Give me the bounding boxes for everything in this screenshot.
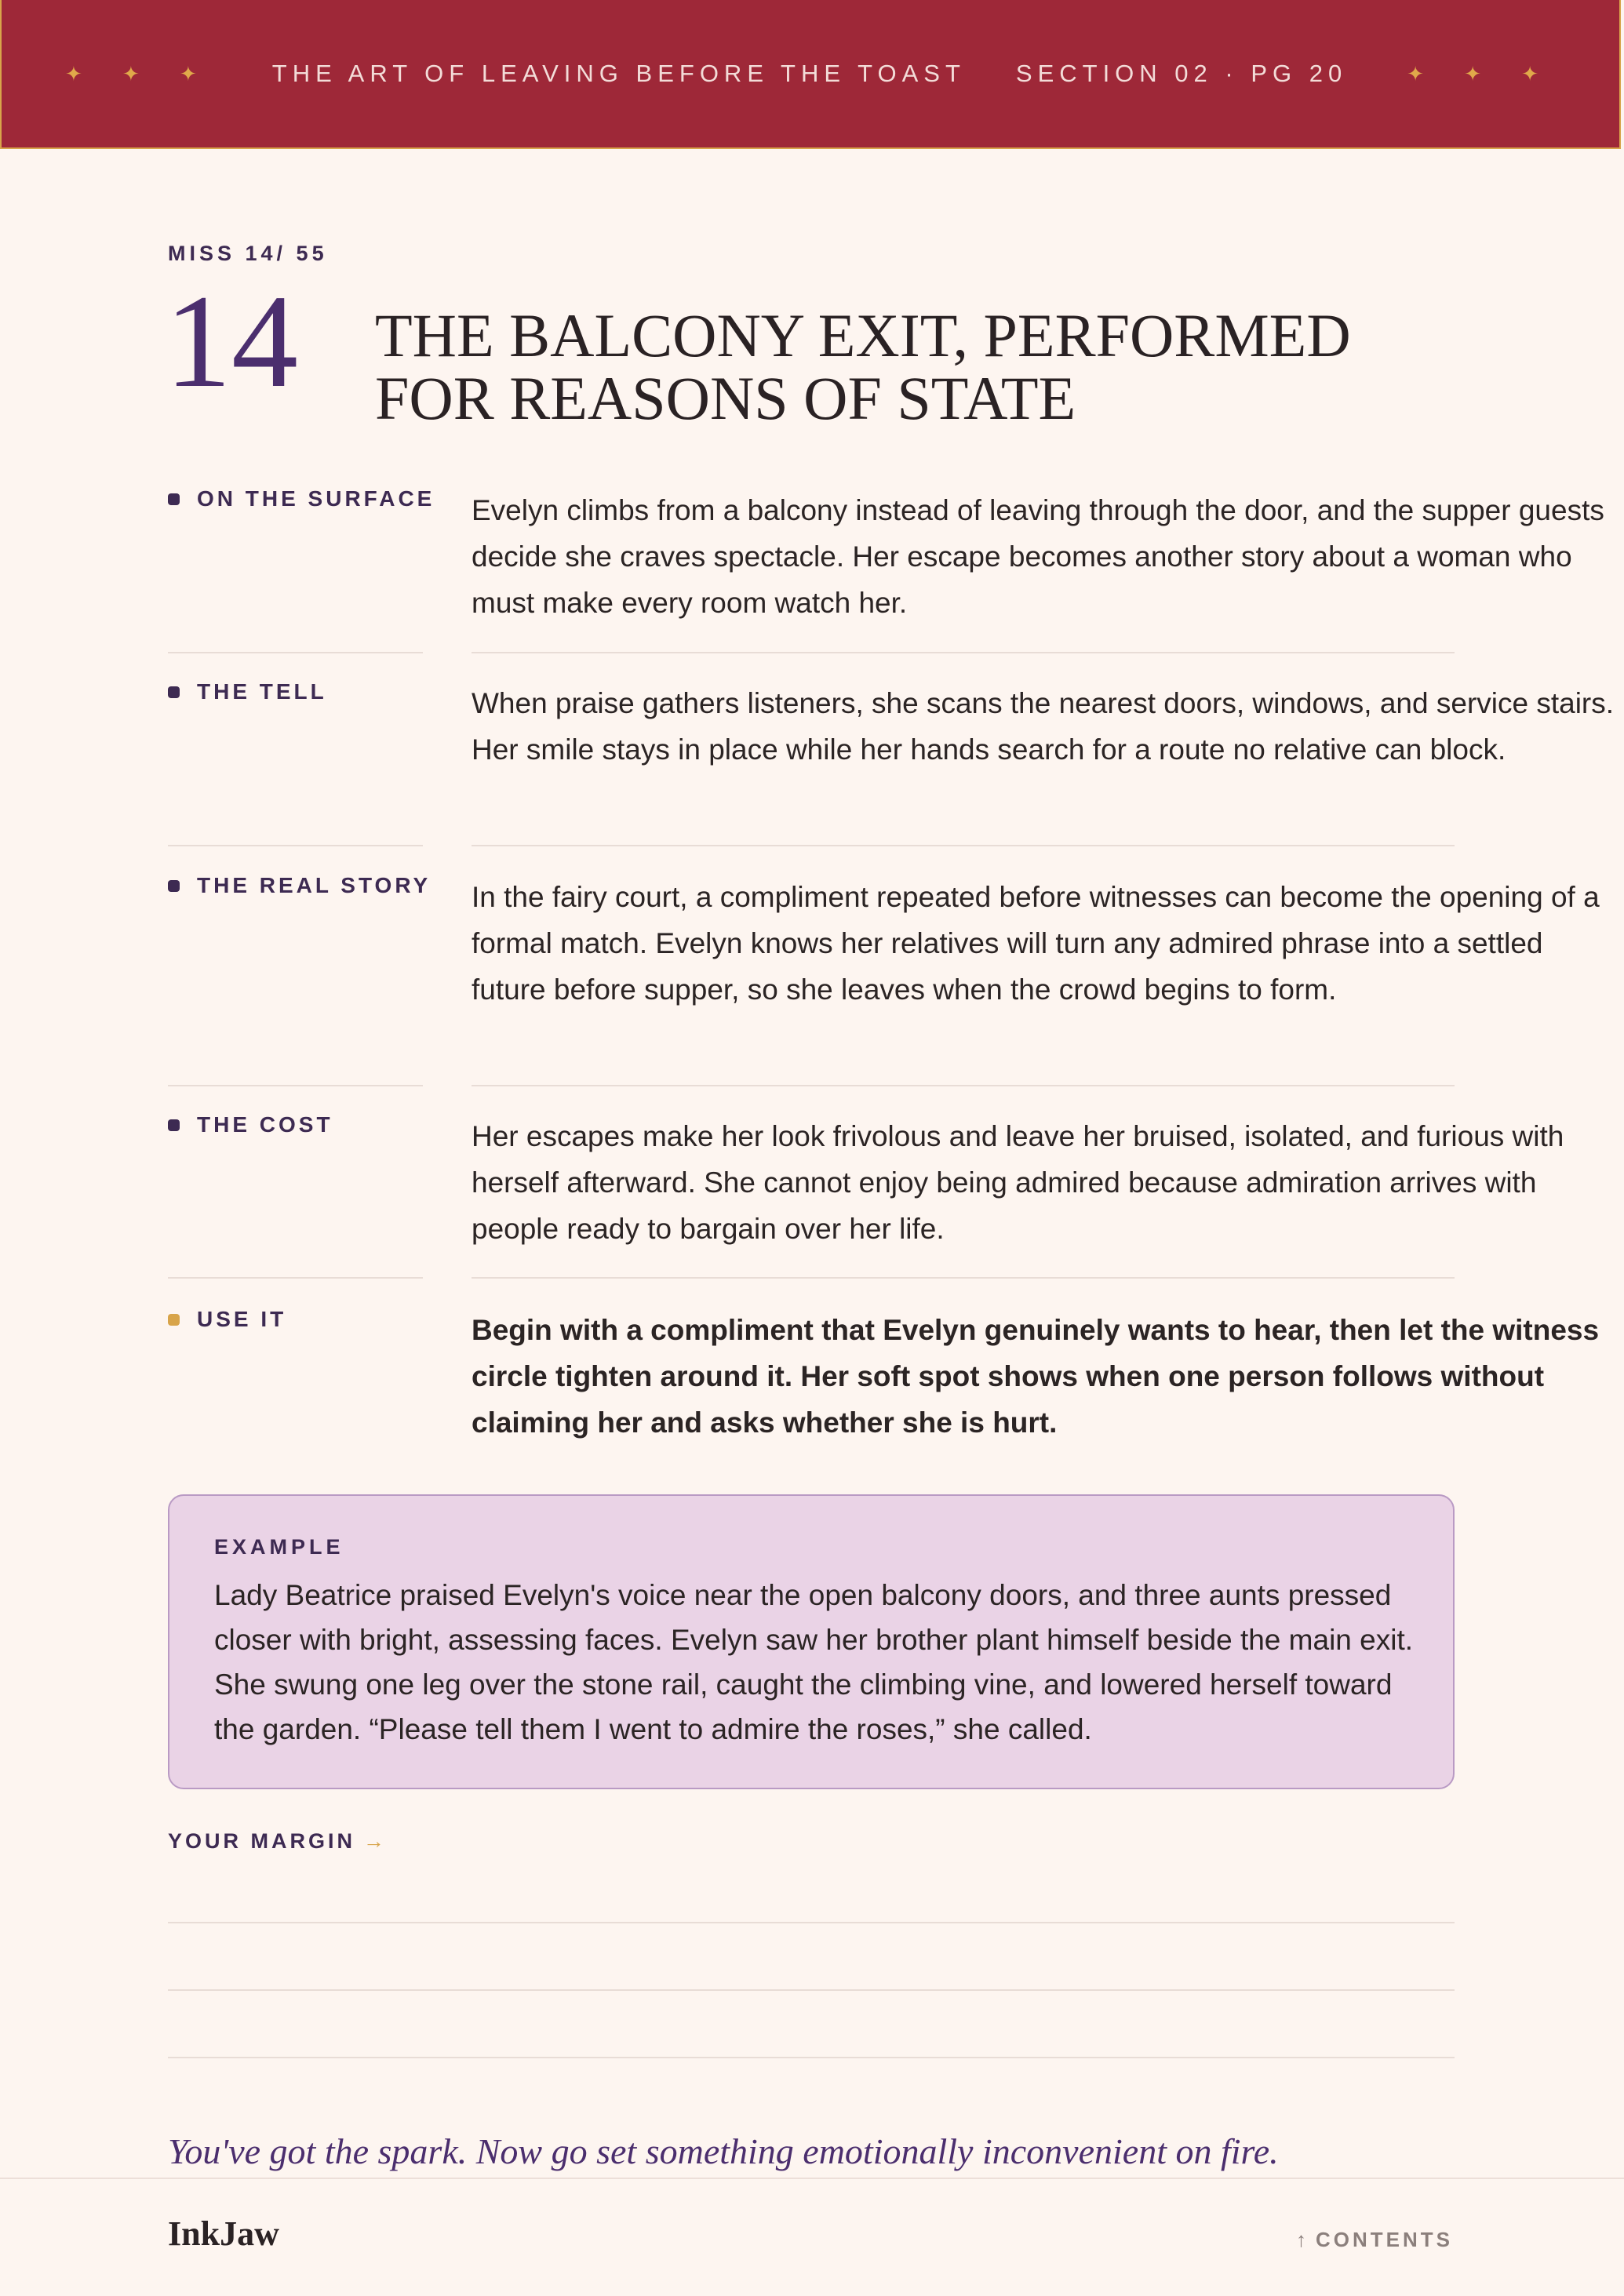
section-page-indicator: SECTION 02 · PG 20 (1015, 60, 1348, 87)
bullet-icon (168, 686, 180, 698)
section-label: ON THE SURFACE (197, 486, 435, 511)
star-ornament-icon: ✦ ✦ ✦ (64, 61, 214, 86)
section-label: THE COST (197, 1112, 333, 1137)
section-label: USE IT (197, 1307, 287, 1331)
star-ornament-icon: ✦ ✦ ✦ (1407, 61, 1557, 86)
section-text: Begin with a compliment that Evelyn genuinely wants to hear, then let the witness circle tighten around it. Her soft spot shows when one person follows without claiming her and asks whether she is hurt. (472, 1314, 1600, 1439)
section-text: Her escapes make her look frivolous and leave her bruised, isolated, and furious with herself afterward. She cannot enjoy being admired because admiration arrives with people ready to bargain over her life. (472, 1120, 1564, 1245)
contents-link[interactable]: ↑ CONTENTS (1296, 2228, 1453, 2251)
entry-number: 14 (165, 267, 298, 415)
margin-note-line[interactable] (168, 1922, 1455, 1923)
bullet-icon (168, 880, 180, 892)
book-title: THE ART OF LEAVING BEFORE THE TOAST (271, 60, 966, 87)
section-label: THE TELL (197, 679, 327, 704)
page-title: THE BALCONY EXIT, PERFORMED FOR REASONS OF STATE (375, 301, 1351, 432)
margin-note-line[interactable] (168, 2057, 1455, 2058)
divider (472, 845, 1455, 846)
bullet-icon (168, 1119, 180, 1131)
page-header (0, 0, 1621, 149)
bullet-icon (168, 493, 180, 505)
closing-line: You've got the spark. Now go set something emotionally inconvenient on fire. (168, 2131, 1279, 2171)
divider (168, 652, 423, 653)
bullet-icon (168, 1314, 180, 1326)
entry-counter: MISS 14/ 55 (168, 242, 328, 265)
example-box (168, 1494, 1455, 1789)
brand-logo: InkJaw (168, 2214, 279, 2253)
divider (168, 1277, 423, 1279)
section-text: In the fairy court, a compliment repeated before witnesses can become the opening of a formal match. Evelyn knows her relatives will turn any admired phrase into a settled future before supper, so she leaves when the crowd begins to form. (472, 881, 1600, 1006)
divider (168, 845, 423, 846)
arrow-right-icon: → (363, 1829, 388, 1853)
divider (472, 1085, 1455, 1086)
divider (472, 1277, 1455, 1279)
section-label: THE REAL STORY (197, 873, 431, 897)
divider (472, 652, 1455, 653)
margin-note-line[interactable] (168, 1989, 1455, 1991)
arrow-up-icon: ↑ (1296, 2228, 1309, 2251)
margin-label: YOUR MARGIN → (168, 1829, 388, 1853)
footer-divider (0, 2178, 1624, 2179)
section-text: Evelyn climbs from a balcony instead of leaving through the door, and the supper guests decide she craves spectacle. Her escape becomes another story about a woman who must make every room watch her. (472, 494, 1604, 619)
example-label: EXAMPLE (214, 1535, 344, 1559)
example-text: Lady Beatrice praised Evelyn's voice near the open balcony doors, and three aunts pressed closer with bright, assessing faces. Evelyn saw her brother plant himself beside the main exit. She swung one leg over the stone rail, caught the climbing vine, and lowered herself toward the garden. “Please tell them I went to admire the roses,” she called. (214, 1579, 1414, 1745)
divider (168, 1085, 423, 1086)
section-text: When praise gathers listeners, she scans the nearest doors, windows, and service stairs. Her smile stays in place while her hands search for a route no relative can block. (472, 687, 1615, 766)
